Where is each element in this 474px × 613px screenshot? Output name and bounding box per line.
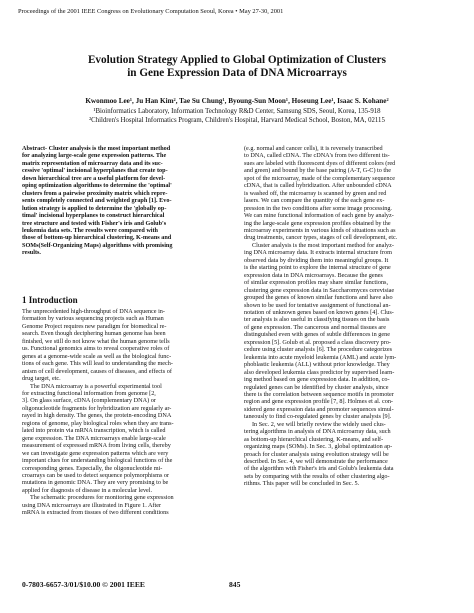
abstract bbox=[22, 145, 227, 257]
text-line: of gene expression. The cancerous and normal tissues are bbox=[244, 323, 386, 331]
text-line: oligonucleotide fragments for hybridization are regularly ar- bbox=[22, 404, 172, 412]
text-line: matrix representation of microarray data and its suc- bbox=[22, 159, 163, 167]
text-line: also developed leukemia class predictor by supervised learn- bbox=[244, 368, 395, 376]
text-line: of similar expression profiles may share similar functions, bbox=[244, 279, 388, 287]
proceedings-header: Proceedings of the 2001 IEEE Congress on Evolutionary Computation Seoul, Korea • May 27-30, 2001 bbox=[18, 8, 284, 15]
text-line: Genome Project requires new paradigm for biomedical re- bbox=[22, 322, 167, 330]
text-line: croarrays can be used to detect sequence polymorphisms or bbox=[22, 471, 170, 479]
text-line: described. In Sec. 4, we will demonstrate the performance bbox=[244, 458, 388, 466]
text-line: SOMs(Self-Organizing Maps) algorithms with promising bbox=[22, 241, 173, 249]
text-line: 3]. On glass surface, cDNA (complementary DNA) or bbox=[22, 397, 156, 405]
text-line: leukemia into acute myeloid leukemia (AML) and acute lym- bbox=[244, 353, 397, 361]
text-line: of the algorithm with Fisher's iris and Golub's leukemia data bbox=[244, 465, 394, 473]
text-line: The DNA microarray is a powerful experimental tool bbox=[30, 382, 162, 390]
text-line: anism of cell development, causes of diseases, and effects of bbox=[22, 367, 172, 375]
text-line: down hierarchical tree are a useful platform for devel- bbox=[22, 174, 166, 182]
text-line: corresponding genes. Especially, the oligonucleotide mi- bbox=[22, 464, 163, 472]
text-line: measurement of expressed mRNA from living cells, thereby bbox=[22, 442, 171, 450]
text-line: results. bbox=[22, 249, 41, 257]
text-line: sets by comparing with the results of other clustering algo- bbox=[244, 472, 390, 480]
text-line: as bottom-up hierarchical clustering, K-means, and self- bbox=[244, 435, 384, 443]
text-line: drug treatments, cancer types, stages of cell development, etc. bbox=[244, 234, 398, 242]
text-line: those of bottom-up hierarchical clustering, K-means and bbox=[22, 234, 172, 242]
affiliation-2: ²Children's Hospital Informatics Program, Children's Hospital, Harvard Medical School, Boston, MA, 02115 bbox=[89, 117, 385, 124]
text-line: timal' incisional hyperplanes to construct hierarchical bbox=[22, 212, 165, 220]
text-line: spot of the microarray, made of the complementary sequence bbox=[244, 174, 395, 182]
section-heading-introduction: 1 Introduction bbox=[22, 295, 78, 305]
paper-title-line-2: in Gene Expression Data of DNA Microarrays bbox=[127, 67, 347, 79]
text-line: cedure using cluster analysis [6]. The procedure categorizes bbox=[244, 346, 392, 354]
introduction-body bbox=[22, 308, 227, 517]
copyright-notice: 0-7803-6657-3/01/$10.00 © 2001 IEEE bbox=[22, 580, 145, 589]
text-line: search. Even though deciphering human genome has been bbox=[22, 330, 166, 338]
text-line: applied for diagnosis of disease in a molecular level. bbox=[22, 486, 153, 494]
text-line: rithms. This paper will be concluded in Sec. 5. bbox=[244, 480, 360, 488]
text-line: proach for cluster analysis using evolution strategy will be bbox=[244, 450, 389, 458]
text-line: rayed in high density. The genes, the protein-encoding DNA bbox=[22, 412, 172, 420]
text-line: oping optimization algorithms to determine the 'optimal' bbox=[22, 182, 172, 190]
text-line: Abstract- Cluster analysis is the most important method bbox=[22, 145, 171, 152]
text-line: ing the large-scale gene expression profiles obtained by the bbox=[244, 219, 391, 227]
text-line: In Sec. 2, we will briefly review the widely used clus- bbox=[252, 420, 386, 428]
text-line: grouped the genes of known similar functions and have also bbox=[244, 294, 393, 302]
text-line: lution strategy is applied to determine the 'globally op- bbox=[22, 204, 167, 212]
right-column bbox=[244, 145, 449, 488]
text-line: lasers. We can compare the quantity of the each gene ex- bbox=[244, 197, 385, 205]
text-line: organizing maps (SOMs). In Sec. 3, global optimization ap- bbox=[244, 443, 393, 451]
text-line: cDNA, that is called hybridization. After unbounded cDNA bbox=[244, 182, 392, 190]
text-line: ing DNA microarray data. It extracts internal structure from bbox=[244, 249, 392, 257]
text-line: phoblastic leukemia (ALL) without prior knowledge. They bbox=[244, 361, 390, 369]
text-line: mutations in genomic DNA. They are very promising to be bbox=[22, 479, 169, 487]
text-line: sidered gene expression data and promoter sequences simul- bbox=[244, 405, 394, 413]
text-line: genes at a genome-wide scale as well as the biological func- bbox=[22, 352, 172, 360]
text-line: The schematic procedures for monitoring gene expression bbox=[30, 494, 174, 502]
text-line: mRNA is extracted from tissues of two different conditions bbox=[22, 509, 169, 517]
text-line: leukemia data sets. The results were compared with bbox=[22, 226, 159, 234]
text-line: ter analysis is also useful in classifying tissues on the basis bbox=[244, 316, 390, 324]
text-line: finished, we still do not know what the human genome tells bbox=[22, 337, 170, 345]
text-line: lated into protein via mRNA transcription, which is called bbox=[22, 427, 166, 435]
text-line: for analyzing large-scale gene expression patterns. The bbox=[22, 152, 167, 160]
text-line: there is the correlation between sequence motifs in promoter bbox=[244, 390, 394, 398]
text-line: expression data in DNA microarrays. Because the genes bbox=[244, 271, 383, 279]
text-line: important clues for understanding biological functions of the bbox=[22, 457, 173, 465]
text-line: region and gene expression profile [7, 8]. Holmes et al. con- bbox=[244, 398, 393, 406]
affiliation-1: ¹Bioinformatics Laboratory, Information Technology R&D Center, Samsung SDS, Seoul, Korea, 135-918 bbox=[93, 108, 381, 115]
text-line: is washed off, the microarray is scanned by green and red bbox=[244, 189, 387, 197]
text-line: expression [5]. Golub et al. proposed a class discovery pro- bbox=[244, 338, 391, 346]
text-line: microarray experiments in various kinds of situations such as bbox=[244, 226, 396, 234]
text-line: observed data by dividing them into meaningful groups. It bbox=[244, 256, 389, 264]
text-line: sents completely connected and weighted graph [1]. Evo- bbox=[22, 197, 172, 205]
text-line: tions of each gene. This will lead to understanding the mech- bbox=[22, 360, 173, 368]
text-line: notation of unknown genes based on known genes [4]. Clus- bbox=[244, 308, 394, 316]
right-column-body bbox=[244, 145, 449, 488]
text-line: to DNA, called cDNA. The cDNA's from two different tis- bbox=[244, 152, 390, 160]
text-line: drug target, etc. bbox=[22, 375, 61, 383]
text-line: us. Functional genomics aims to reveal cooperative roles of bbox=[22, 345, 170, 353]
text-line: shown to be used for tentative assignment of functional an- bbox=[244, 301, 391, 309]
text-line: ing method based on gene expression data. In addition, co- bbox=[244, 376, 390, 384]
text-line: tree structure and tested with Fisher's iris and Golub's bbox=[22, 219, 167, 227]
text-line: for extracting functional information from genome [2, bbox=[22, 389, 156, 397]
text-line: distinguished even with genes of subtle differences in gene bbox=[244, 331, 390, 339]
text-line: clustering gene expression data in Saccharomyces cerevisiae bbox=[244, 286, 395, 294]
text-line: regions of genome, play biological roles when they are trans- bbox=[22, 419, 174, 427]
left-column bbox=[22, 145, 227, 257]
text-line: is the starting point to explore the internal structure of gene bbox=[244, 264, 391, 272]
text-line: We can mine functional information of each gene by analyz- bbox=[244, 212, 394, 220]
text-line: clusters from a pairwise proximity matrix which repre- bbox=[22, 189, 168, 197]
text-line: using DNA microarrays are illustrated in Figure 1. After bbox=[22, 501, 162, 509]
text-line: (e.g. normal and cancer cells), it is reversely transcribed bbox=[244, 145, 383, 152]
text-line: Cluster analysis is the most important method for analyz- bbox=[252, 241, 394, 249]
text-line: taneously to find co-regulated genes by cluster analysis [9]. bbox=[244, 413, 392, 421]
text-line: regulated genes can be identified by cluster analysis, since bbox=[244, 383, 389, 391]
text-line: tering algorithms in analysis of DNA microarray data, such bbox=[244, 428, 391, 436]
introduction-text bbox=[22, 308, 227, 517]
text-line: we can investigate gene expression patterns which are very bbox=[22, 449, 169, 457]
text-line: gene expression. The DNA microarrays enable large-scale bbox=[22, 434, 166, 442]
text-line: and green) and bound by the base pairing (A-T, G-C) to the bbox=[244, 167, 391, 175]
page-number: 845 bbox=[229, 580, 241, 589]
text-line: pression in the two conditions after some image processing. bbox=[244, 204, 392, 212]
text-line: formation by various sequencing projects such as Human bbox=[22, 315, 164, 323]
text-line: The unprecedented high-throughput of DNA sequence in- bbox=[22, 308, 165, 315]
author-list: Kwonmoo Lee¹, Ju Han Kim², Tae Su Chung¹, Byoung-Sun Moon¹, Hoseung Lee¹, Isaac S. Kohane² bbox=[85, 97, 389, 105]
text-line: cessive 'optimal' incisional hyperplanes that create top- bbox=[22, 167, 168, 175]
text-line: sues are labeled with fluorescent dyes of different colors (red bbox=[244, 159, 396, 167]
paper-title-line-1: Evolution Strategy Applied to Global Optimization of Clusters bbox=[87, 54, 387, 66]
